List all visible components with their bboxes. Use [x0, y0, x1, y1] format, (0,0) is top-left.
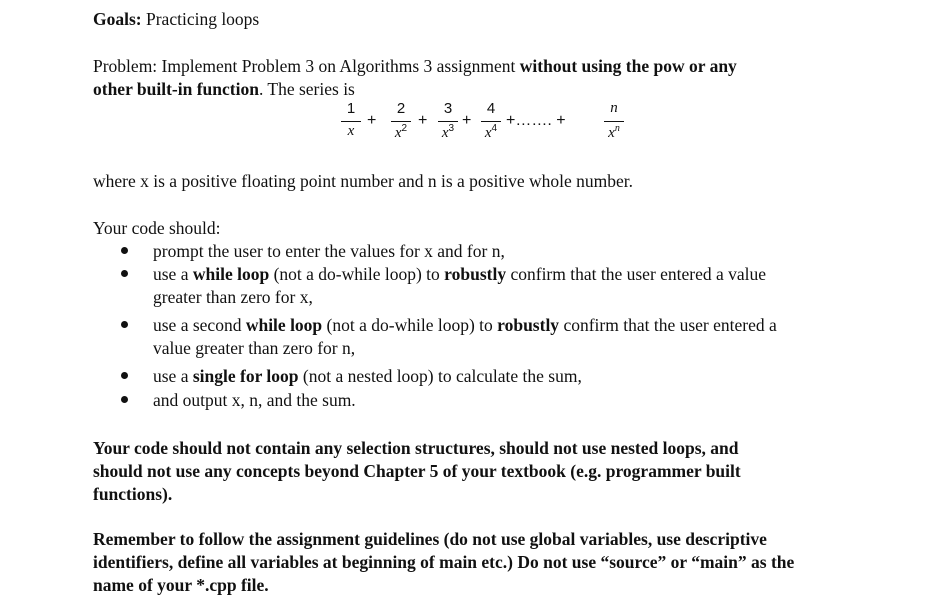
goals-text: Practicing loops	[141, 9, 260, 29]
problem-line-2	[93, 78, 355, 100]
term-denominator: $x^4$	[484, 123, 498, 141]
term-denominator: $x^3$	[441, 123, 455, 141]
goals-label: Goals:	[93, 9, 142, 29]
term-numerator: 3	[443, 100, 453, 117]
fraction-bar	[481, 121, 501, 122]
bullet-3-line-1: use a second while loop (not a do-while loop) to robustly confirm that the user entered a	[153, 315, 777, 335]
series-ellipsis: +……. +	[506, 112, 566, 129]
fraction-bar	[341, 121, 361, 122]
remember-line-2: identifiers, define all variables at beginning of main etc.) Do not use “source” or “main” as the	[93, 552, 795, 572]
term-numerator: 2	[396, 100, 406, 117]
warning-line-3: functions).	[93, 484, 173, 504]
remember-line-1: Remember to follow the assignment guidelines (do not use global variables, use descriptive	[93, 529, 767, 549]
bullet-dot	[121, 270, 128, 277]
term-denominator: $x^n$	[608, 123, 620, 141]
term-numerator: n	[610, 100, 618, 116]
warning-line-2: should not use any concepts beyond Chapter 5 of your textbook (e.g. programmer built	[93, 461, 741, 481]
warning-line-1: Your code should not contain any selection structures, should not use nested loops, and	[93, 438, 739, 458]
term-numerator: 4	[486, 100, 496, 117]
remember-line-3: name of your *.cpp file.	[93, 575, 269, 595]
bullet-dot	[121, 247, 128, 254]
problem-bold-2: other built-in function	[93, 79, 259, 99]
term-denominator: $x^2$	[394, 123, 408, 141]
goals-line	[93, 8, 259, 30]
bullet-2-line-1: use a while loop (not a do-while loop) to robustly confirm that the user entered a value	[153, 264, 767, 284]
bullet-dot	[121, 396, 128, 403]
where-line: where x is a positive floating point number and n is a positive whole number.	[93, 171, 633, 191]
bullet-dot	[121, 321, 128, 328]
plus-sign: +	[367, 112, 377, 129]
bullet-1-line-1: prompt the user to enter the values for x and for n,	[153, 241, 505, 261]
fraction-bar	[391, 121, 411, 122]
problem-line-1	[93, 55, 737, 77]
bullet-5-line-1: and output x, n, and the sum.	[153, 390, 356, 410]
bullet-3-line-2: value greater than zero for n,	[153, 338, 356, 358]
term-denominator: x	[347, 123, 355, 139]
bullet-2-line-2: greater than zero for x,	[153, 287, 313, 307]
problem-prefix: Problem: Implement Problem 3 on Algorithms 3 assignment	[93, 56, 520, 76]
fraction-bar	[604, 121, 624, 122]
series-formula	[338, 100, 638, 148]
problem-rest: . The series is	[258, 79, 355, 99]
term-numerator: 1	[346, 100, 356, 117]
plus-sign: +	[418, 112, 428, 129]
bullet-dot	[121, 372, 128, 379]
plus-sign: +	[462, 112, 472, 129]
problem-bold-1: without using the pow or any	[519, 56, 737, 76]
fraction-bar	[438, 121, 458, 122]
bullet-4-line-1: use a single for loop (not a nested loop) to calculate the sum,	[153, 366, 582, 386]
your-code-heading: Your code should:	[93, 218, 221, 238]
